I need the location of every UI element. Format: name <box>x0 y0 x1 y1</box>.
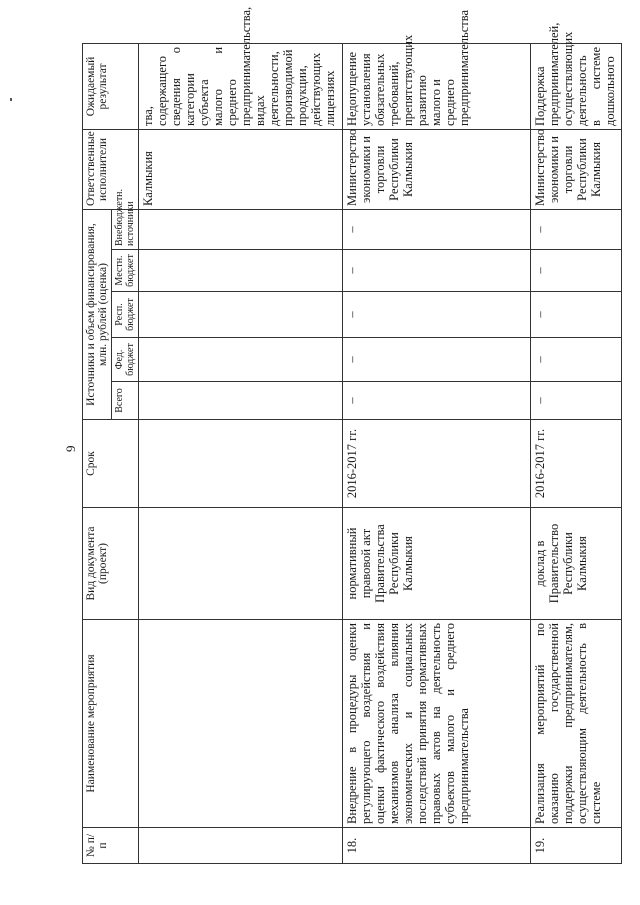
row-extra: – <box>342 209 530 249</box>
row-result: Недопущение установления обязательных требований, препятствующих развитию малого и среднего предпринимательства <box>342 43 530 129</box>
scan-speck <box>10 98 12 101</box>
row-doc: нормативный правовой акт Правительства Республики Калмыкия <box>342 508 530 620</box>
row-num <box>139 828 343 864</box>
row-result: Поддержка предпринимателей, осуществляющих деятельность в системе дошкольного <box>530 43 621 129</box>
row-name <box>139 620 343 828</box>
row-doc <box>139 508 343 620</box>
row-local <box>139 250 343 292</box>
row-term: 2016-2017 гг. <box>530 420 621 508</box>
row-responsible: Калмыкия <box>139 129 343 209</box>
header-total: Всего <box>112 382 139 420</box>
header-result: Ожидаемый результат <box>83 43 139 129</box>
header-federal: Фед. бюджет <box>112 338 139 382</box>
table-row <box>530 43 621 863</box>
table-row <box>342 43 530 863</box>
row-extra <box>139 209 343 249</box>
row-local: – <box>530 250 621 292</box>
row-republic: – <box>530 292 621 338</box>
row-federal: – <box>530 338 621 382</box>
row-total: – <box>530 382 621 420</box>
header-local: Местн. бюджет <box>112 250 139 292</box>
row-name: Внедрение в процедуры оценки регулирующего воздействия и оценки фактического воздействия механизмов анализа влияния экономических и социальных последствий принятия нормативных правовых актов на деятельность субъектов малого и среднего предпринимательства <box>342 620 530 828</box>
row-responsible: Министерство экономики и торговли Республики Калмыкия <box>530 129 621 209</box>
row-local: – <box>342 250 530 292</box>
header-term: Срок <box>83 420 139 508</box>
row-total <box>139 382 343 420</box>
row-total: – <box>342 382 530 420</box>
header-name: Наименование мероприятия <box>83 620 139 828</box>
row-republic <box>139 292 343 338</box>
row-num: 19. <box>530 828 621 864</box>
table-row <box>139 43 343 863</box>
row-extra: – <box>530 209 621 249</box>
row-term: 2016-2017 гг. <box>342 420 530 508</box>
row-republic: – <box>342 292 530 338</box>
row-federal: – <box>342 338 530 382</box>
header-num: № п/п <box>83 828 139 864</box>
header-extra: Внебюджетн. источники <box>112 209 139 249</box>
row-federal <box>139 338 343 382</box>
header-responsible: Ответственные исполнители <box>83 129 139 209</box>
row-result: тва, содержащего сведения о категории субъекта малого и среднего предпринимательства, видах деятельности, производимой продукции, действующих лицензиях <box>139 43 343 129</box>
header-republic: Респ. бюджет <box>112 292 139 338</box>
row-name: Реализация мероприятий по оказанию государственной поддержки предпринимателям, осуществляющим деятельность в системе <box>530 620 621 828</box>
row-num: 18. <box>342 828 530 864</box>
row-responsible: Министерство экономики и торговли Республики Калмыкия <box>342 129 530 209</box>
row-doc: доклад в Правительство Республики Калмыкия <box>530 508 621 620</box>
measures-table <box>82 6 622 864</box>
header-funding: Источники и объем финансирования, млн. рублей (оценка) <box>83 209 112 419</box>
header-doc: Вид документа (проект) <box>83 508 139 620</box>
row-term <box>139 420 343 508</box>
rotated-sheet <box>82 6 622 864</box>
page-number: 9 <box>63 445 78 452</box>
